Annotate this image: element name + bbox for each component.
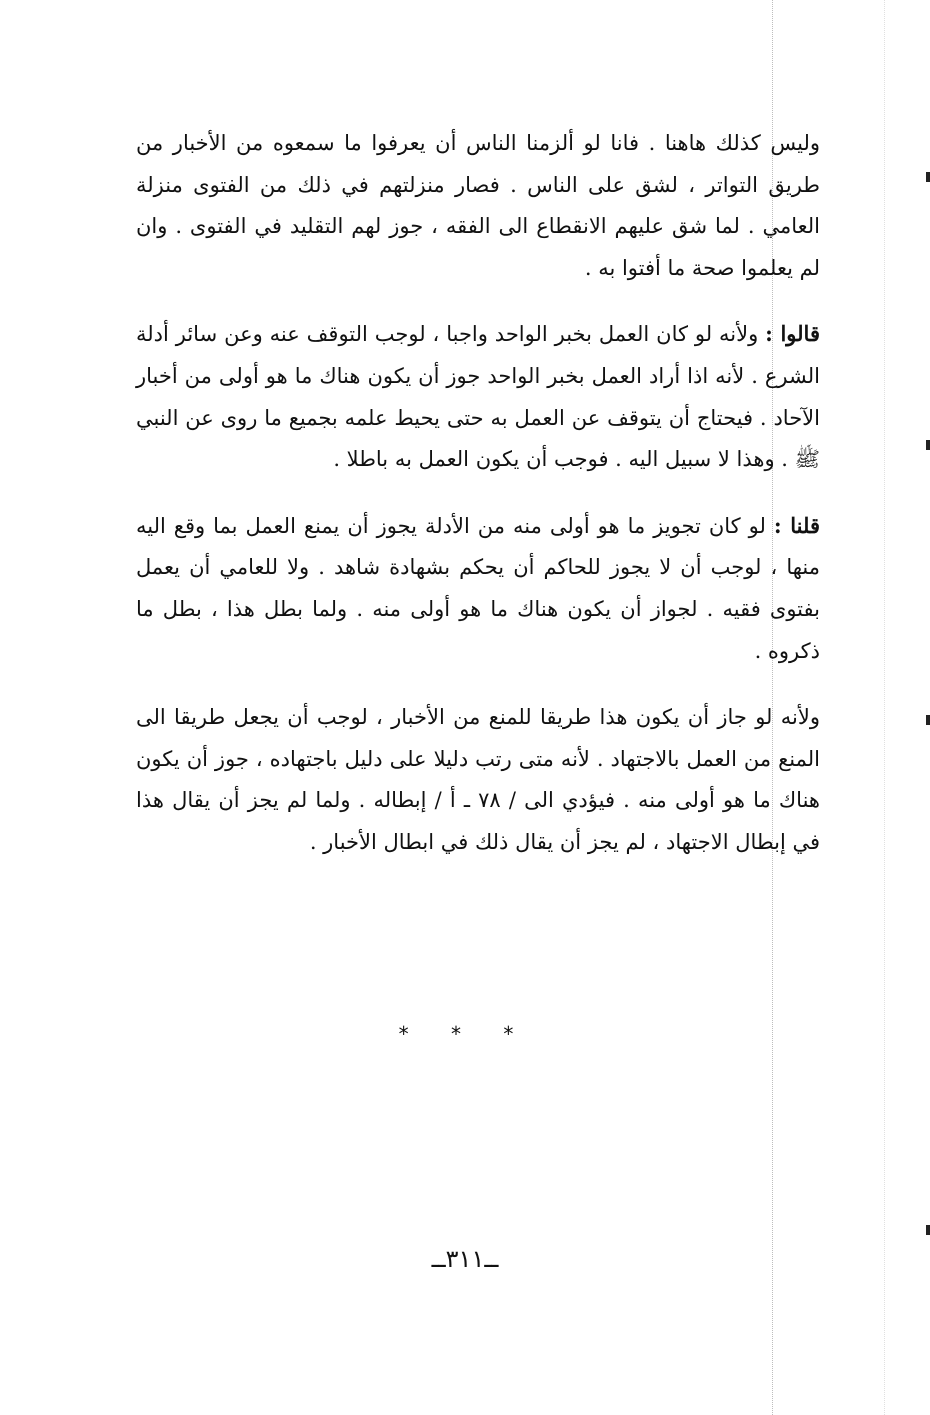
- body-text: [136, 122, 820, 888]
- paragraph-3-text: لو كان تجويز ما هو أولى منه من الأدلة يجوز أن يمنع العمل بما وقع اليه منها ، لوجب أن لا يجوز للحاكم أن يحكم بشهادة شاهد . ولا للعامي أن يعمل بفتوى فقيه . لجواز أن يكون هناك ما هو أولى منه . ولما بطل هذا ، بطل ما ذكروه .: [136, 513, 820, 663]
- paragraph-2: [136, 313, 820, 480]
- paragraph-4: [136, 696, 820, 863]
- paragraph-1: [136, 122, 820, 289]
- edge-mark: [926, 715, 930, 725]
- section-separator: * * *: [398, 1022, 532, 1046]
- paragraph-2-text: ولأنه لو كان العمل بخبر الواحد واجبا ، لوجب التوقف عنه وعن سائر أدلة الشرع . لأنه اذا أراد العمل بخبر الواحد جوز أن يكون هناك ما هو أولى من أخبار الآحاد . فيحتاج أن يتوقف عن العمل به حتى يحيط علمه بجميع ما روى عن النبي ﷺ . وهذا لا سبيل اليه . فوجب أن يكون العمل به باطلا .: [136, 322, 820, 472]
- paragraph-4-text: ولأنه لو جاز أن يكون هذا طريقا للمنع من الأخبار ، لوجب أن يجعل طريقا الى المنع من العمل بالاجتهاد . لأنه متى رتب دليلا على دليل باجتهاده ، جوز أن يكون هناك ما هو أولى منه . فيؤدي الى / ٧٨ ـ أ / إبطاله . ولما لم يجز أن يقال هذا في إبطال الاجتهاد ، لم يجز أن يقال ذلك في ابطال الأخبار .: [136, 705, 820, 854]
- paragraph-3: [136, 505, 820, 672]
- paragraph-1-text: وليس كذلك هاهنا . فانا لو ألزمنا الناس أن يعرفوا ما سمعوه من الأخبار من طريق التواتر ، لشق على الناس . فصار منزلتهم في ذلك من الفتوى منزلة العامي . لما شق عليهم الانقطاع الى الفقه ، جوز لهم التقليد في الفتوى . وان لم يعلموا صحة ما أفتوا به .: [136, 131, 820, 280]
- edge-mark: [926, 1225, 930, 1235]
- edge-mark: [926, 172, 930, 182]
- paragraph-2-lead: قالوا :: [765, 321, 820, 347]
- page-number: ــ٣١١ــ: [431, 1245, 499, 1273]
- paragraph-3-lead: قلنا :: [773, 512, 820, 538]
- edge-mark: [926, 440, 930, 450]
- page-fold-line-faint: [884, 0, 885, 1415]
